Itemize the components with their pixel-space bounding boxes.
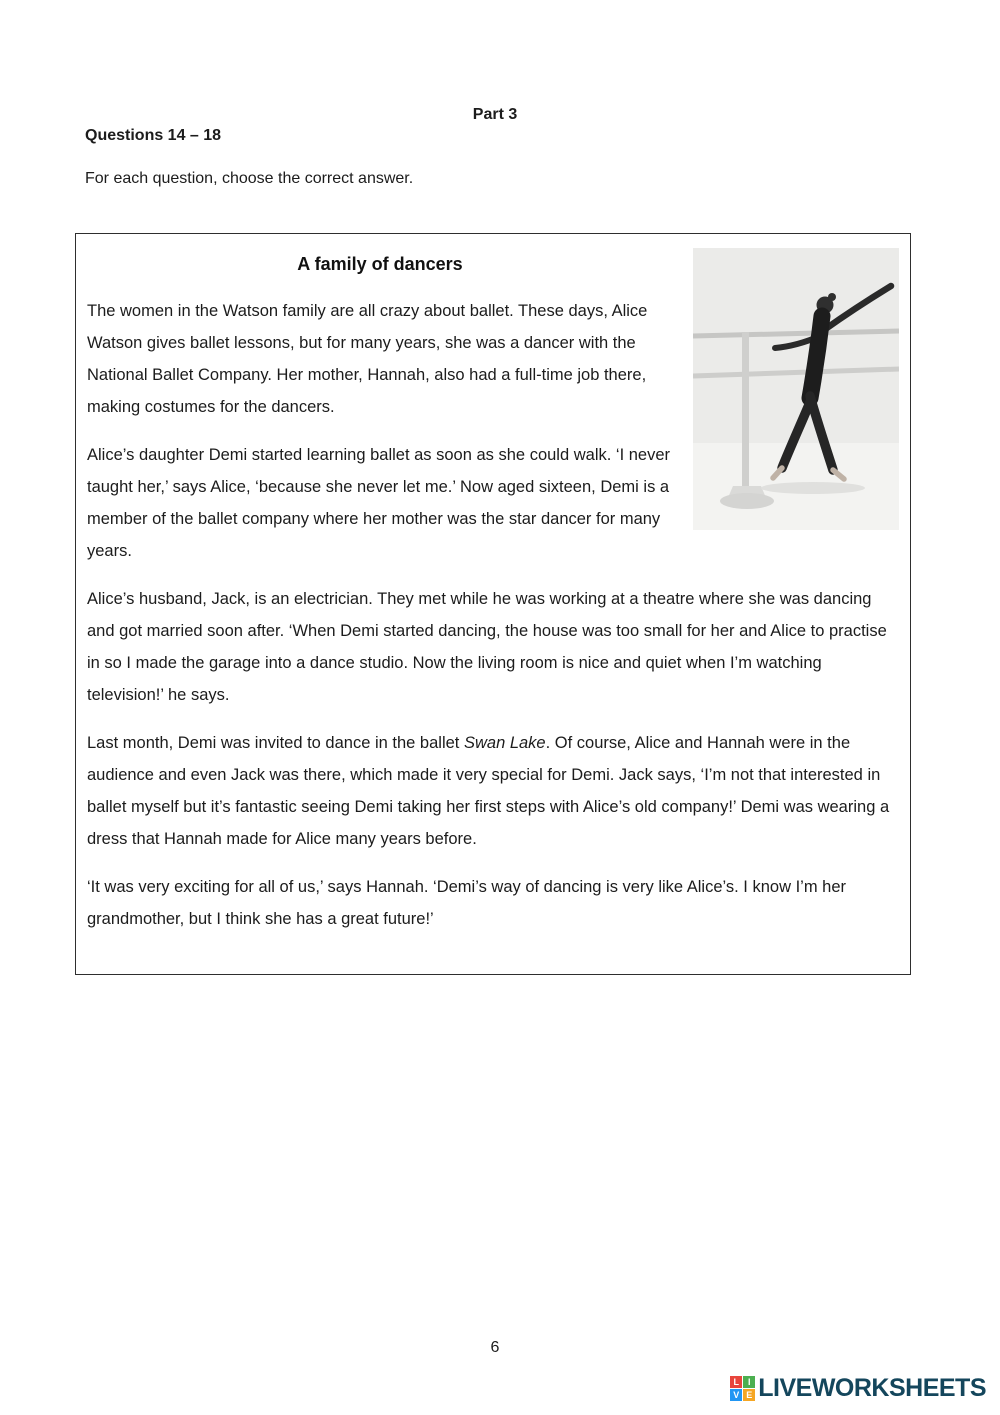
liveworksheets-logo[interactable] [730,1374,986,1403]
logo-tile: L [730,1376,742,1388]
passage-text: . Of course, Alice and Hannah were in the audience and even Jack was there, which made it very special for Demi. Jack says, ‘I’m not that interested in ballet myself but it’s fantastic seeing Demi taking her first steps with Alice’s old company!’ Demi was wearing a dress that Hannah made for Alice many years before. [87,734,890,848]
passage-text: Alice’s daughter Demi started learning ballet as soon as she could walk. ‘I never taught her,’ says Alice, ‘because she never let me.’ Now aged sixteen, Demi is a member of the ballet company where her mother was the star dancer for many years. [87,446,671,560]
passage-text-italic: Swan Lake [463,734,546,752]
passage-paragraph [87,871,899,935]
instruction-text: For each question, choose the correct answer. [85,170,414,187]
logo-tile: V [730,1389,742,1401]
passage-text: Alice’s husband, Jack, is an electrician. They met while he was working at a theatre where she was dancing and got married soon after. ‘When Demi started dancing, the house was too small for her and Alice to practise in so I made the garage into a dance studio. Now the living room is nice and quiet when I’m watching television!’ he says. [87,590,887,704]
liveworksheets-logo-icon [730,1376,755,1401]
passage-paragraph [87,727,899,855]
ballet-dancer-photo [693,248,899,530]
passage-text: The women in the Watson family are all crazy about ballet. These days, Alice Watson gives ballet lessons, but for many years, she was a dancer with the National Ballet Company. Her mother, Hannah, also had a full-time job there, making costumes for the dancers. [87,302,648,416]
logo-tile: I [743,1376,755,1388]
page-number: 6 [490,1339,500,1356]
passage-box [75,233,911,975]
logo-tile: E [743,1389,755,1401]
ballet-dancer-illustration [693,248,899,530]
passage-paragraph [87,583,899,711]
passage-title: A family of dancers [297,254,463,274]
passage-text: Last month, Demi was invited to dance in the ballet [87,734,464,752]
questions-range-label: Questions 14 – 18 [85,127,222,144]
passage-text: ‘It was very exciting for all of us,’ says Hannah. ‘Demi’s way of dancing is very like Alice’s. I know I’m her grandmother, but I think she has a great future!’ [87,878,846,928]
part-title: Part 3 [472,106,518,123]
liveworksheets-wordmark: LIVEWORKSHEETS [758,1374,986,1402]
